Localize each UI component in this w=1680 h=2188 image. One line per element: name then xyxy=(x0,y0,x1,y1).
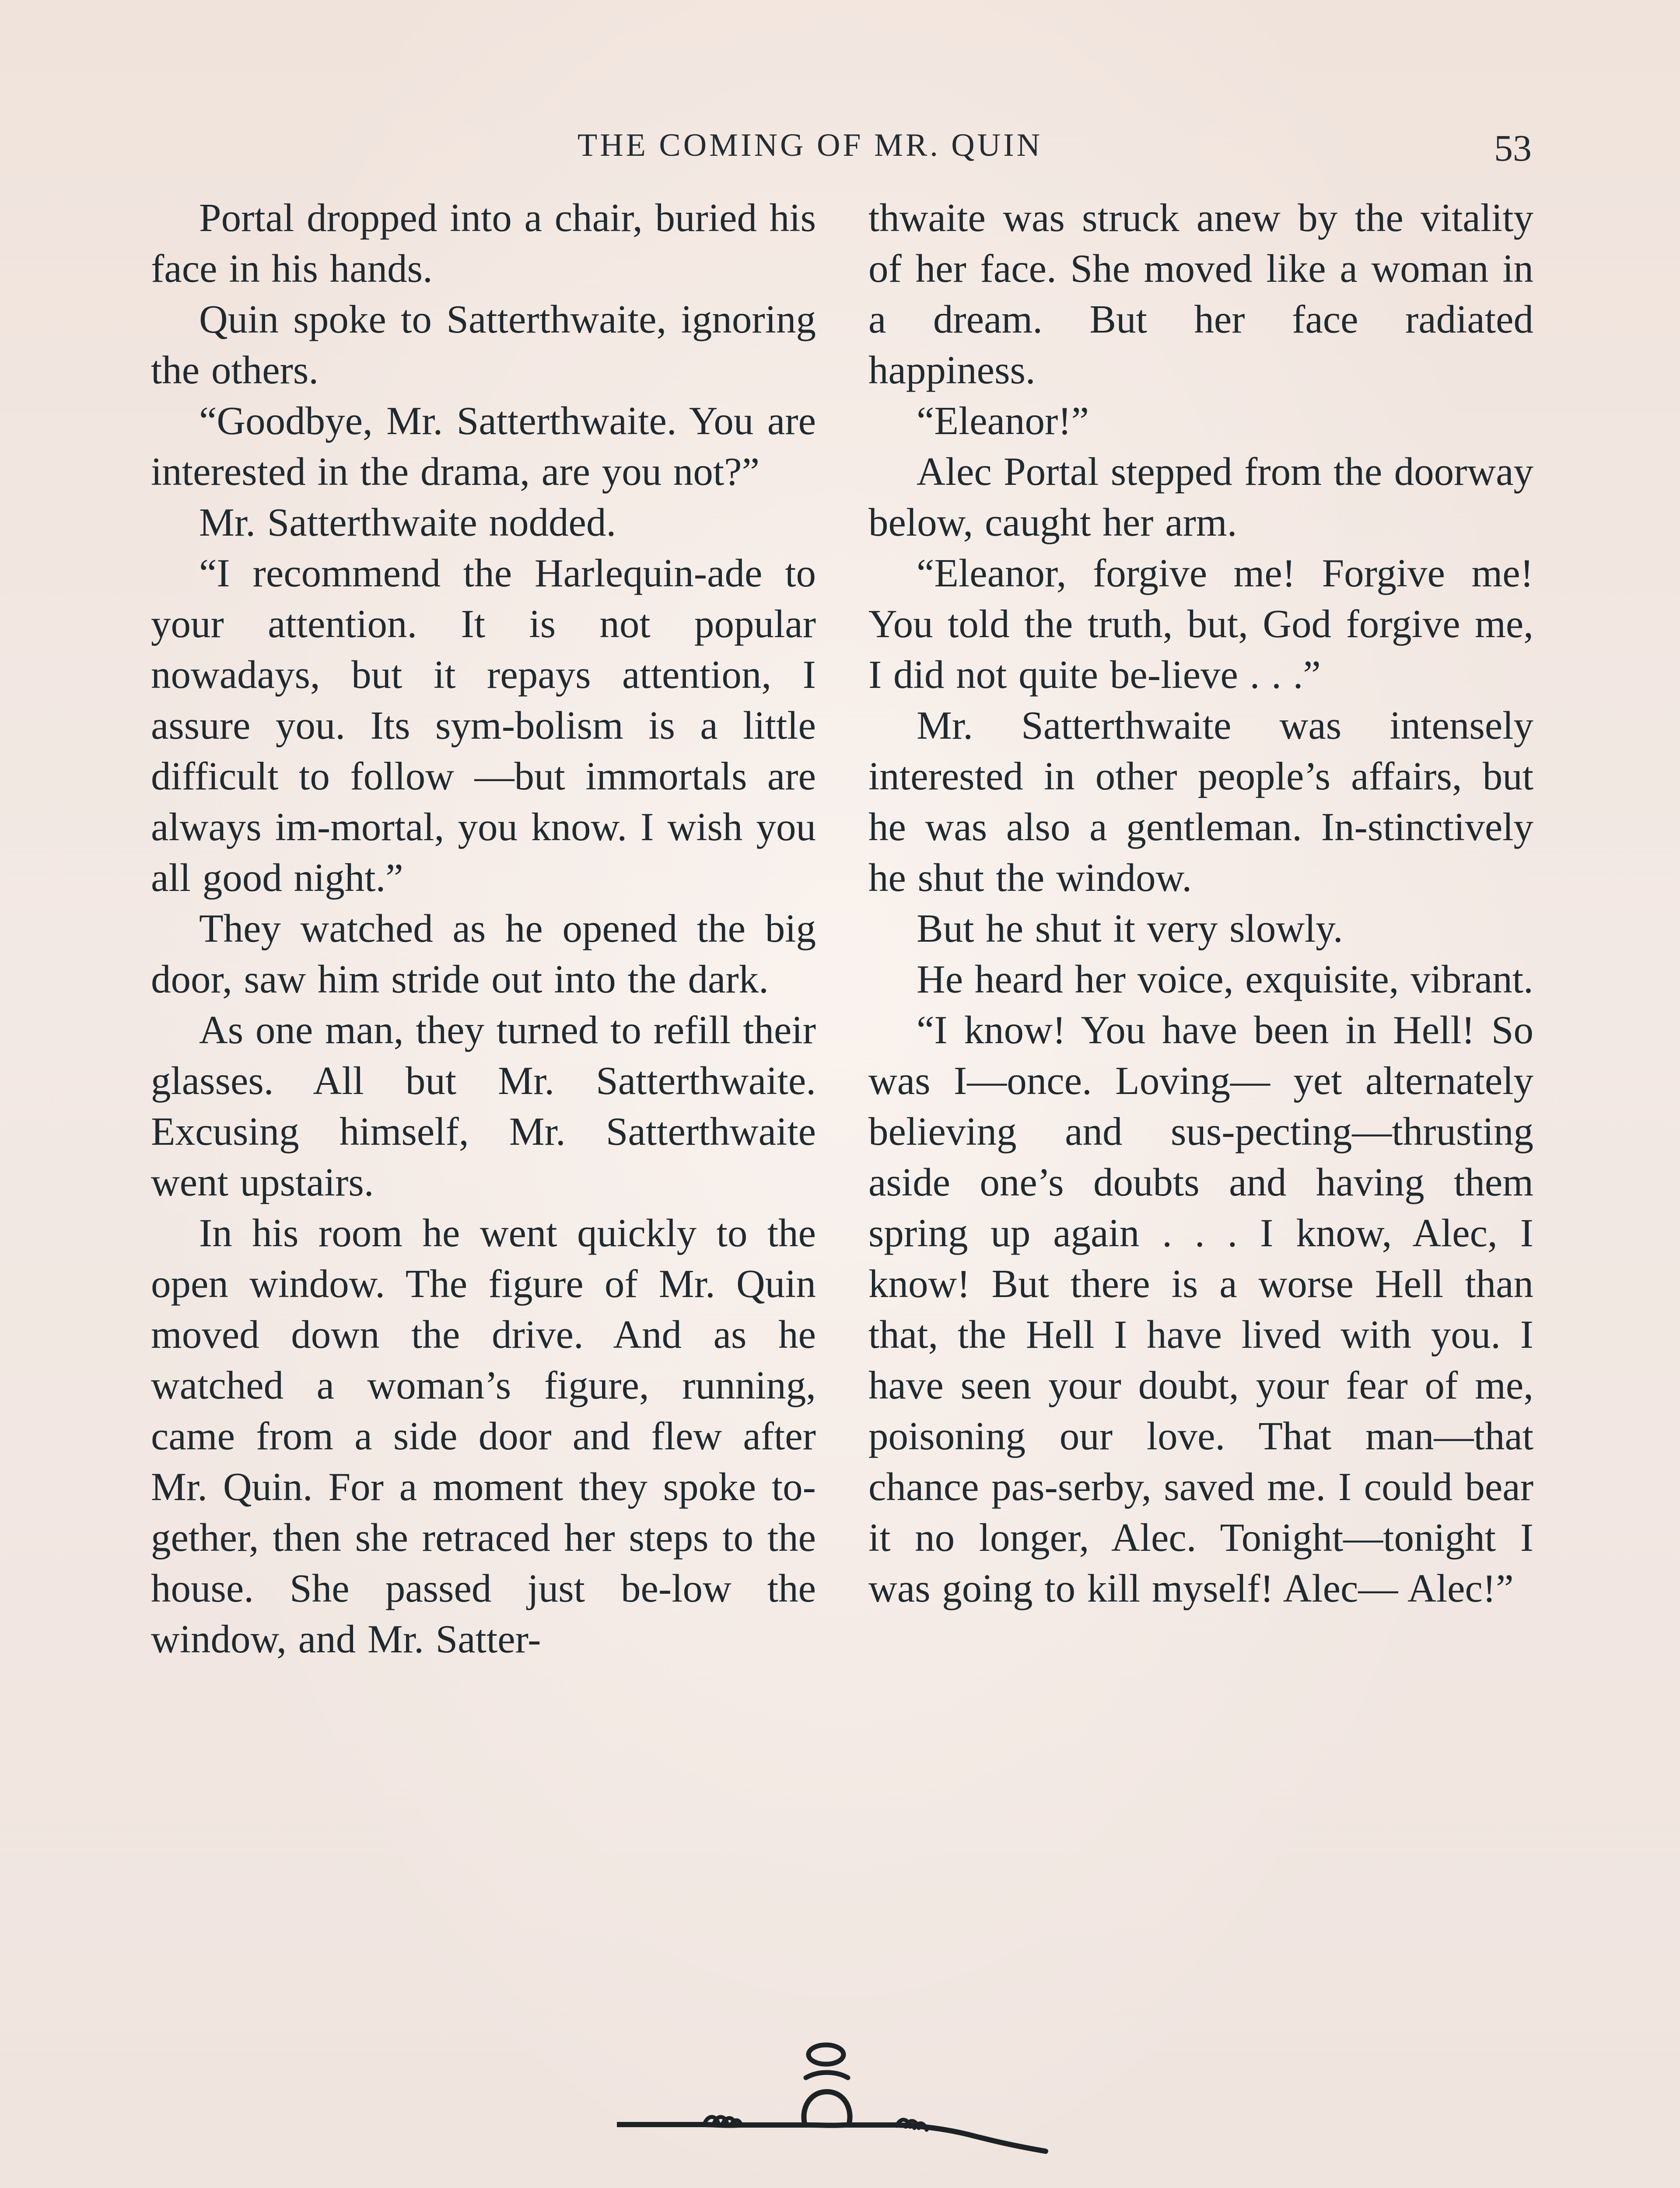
harlequin-peeking-ornament-icon xyxy=(617,2026,1054,2157)
paragraph: “Goodbye, Mr. Satterthwaite. You are interested in the drama, are you not?” xyxy=(151,399,816,494)
paragraph: Quin spoke to Satterthwaite, ignoring the others. xyxy=(151,297,816,392)
paragraph: “I know! You have been in Hell! So was I—once. Loving— yet alternately believing and sus-pecting—thrusting aside one’s doubts and having them spring up again . . . I know, Alec, I know! But there is a worse Hell than that, the Hell I have lived with you. I have seen your doubt, your fear of me, poisoning our love. That man—that chance pas-serby, saved me. I could bear it no longer, Alec. Tonight—tonight I was going to kill myself! Alec— Alec!” xyxy=(868,1008,1533,1610)
running-head: THE COMING OF MR. QUIN xyxy=(578,127,1043,163)
paragraph: Mr. Satterthwaite nodded. xyxy=(199,500,616,544)
paragraph: Mr. Satterthwaite was intensely interested in other people’s affairs, but he was also a gentleman. In-stinctively he shut the window. xyxy=(868,703,1533,900)
paragraph: He heard her voice, exquisite, vibrant. xyxy=(917,957,1533,1001)
paragraph: In his room he went quickly to the open window. The figure of Mr. Quin moved down the drive. And as he watched a woman’s figure, running, came from a side door and flew after Mr. Quin. For a moment they spoke to-gether, then she retraced her steps to the house. She passed just be-low the window, and Mr. Satter- xyxy=(151,1211,816,1661)
left-column xyxy=(151,193,816,1665)
paragraph: As one man, they turned to refill their glasses. All but Mr. Satterthwaite. Excusing himself, Mr. Satterthwaite went upstairs. xyxy=(151,1008,816,1204)
paragraph-continued: thwaite was struck anew by the vitality of her face. She moved like a woman in a dream. But her face radiated happiness. xyxy=(868,196,1533,392)
paragraph: But he shut it very slowly. xyxy=(917,906,1343,950)
paragraph: They watched as he opened the big door, saw him stride out into the dark. xyxy=(151,906,816,1001)
paragraph: Portal dropped into a chair, buried his face in his hands. xyxy=(151,196,816,291)
paragraph: “I recommend the Harlequin-ade to your attention. It is not popular nowadays, but it repays attention, I assure you. Its sym-bolism is a little difficult to follow —but immortals are always im-mortal, you know. I wish you all good night.” xyxy=(151,551,816,900)
paragraph: “Eleanor!” xyxy=(917,399,1089,443)
right-column xyxy=(868,193,1533,1614)
page-number: 53 xyxy=(1494,127,1532,169)
paragraph: “Eleanor, forgive me! Forgive me! You told the truth, but, God forgive me, I did not quite be-lieve . . .” xyxy=(868,551,1533,697)
paragraph: Alec Portal stepped from the doorway below, caught her arm. xyxy=(868,449,1533,544)
